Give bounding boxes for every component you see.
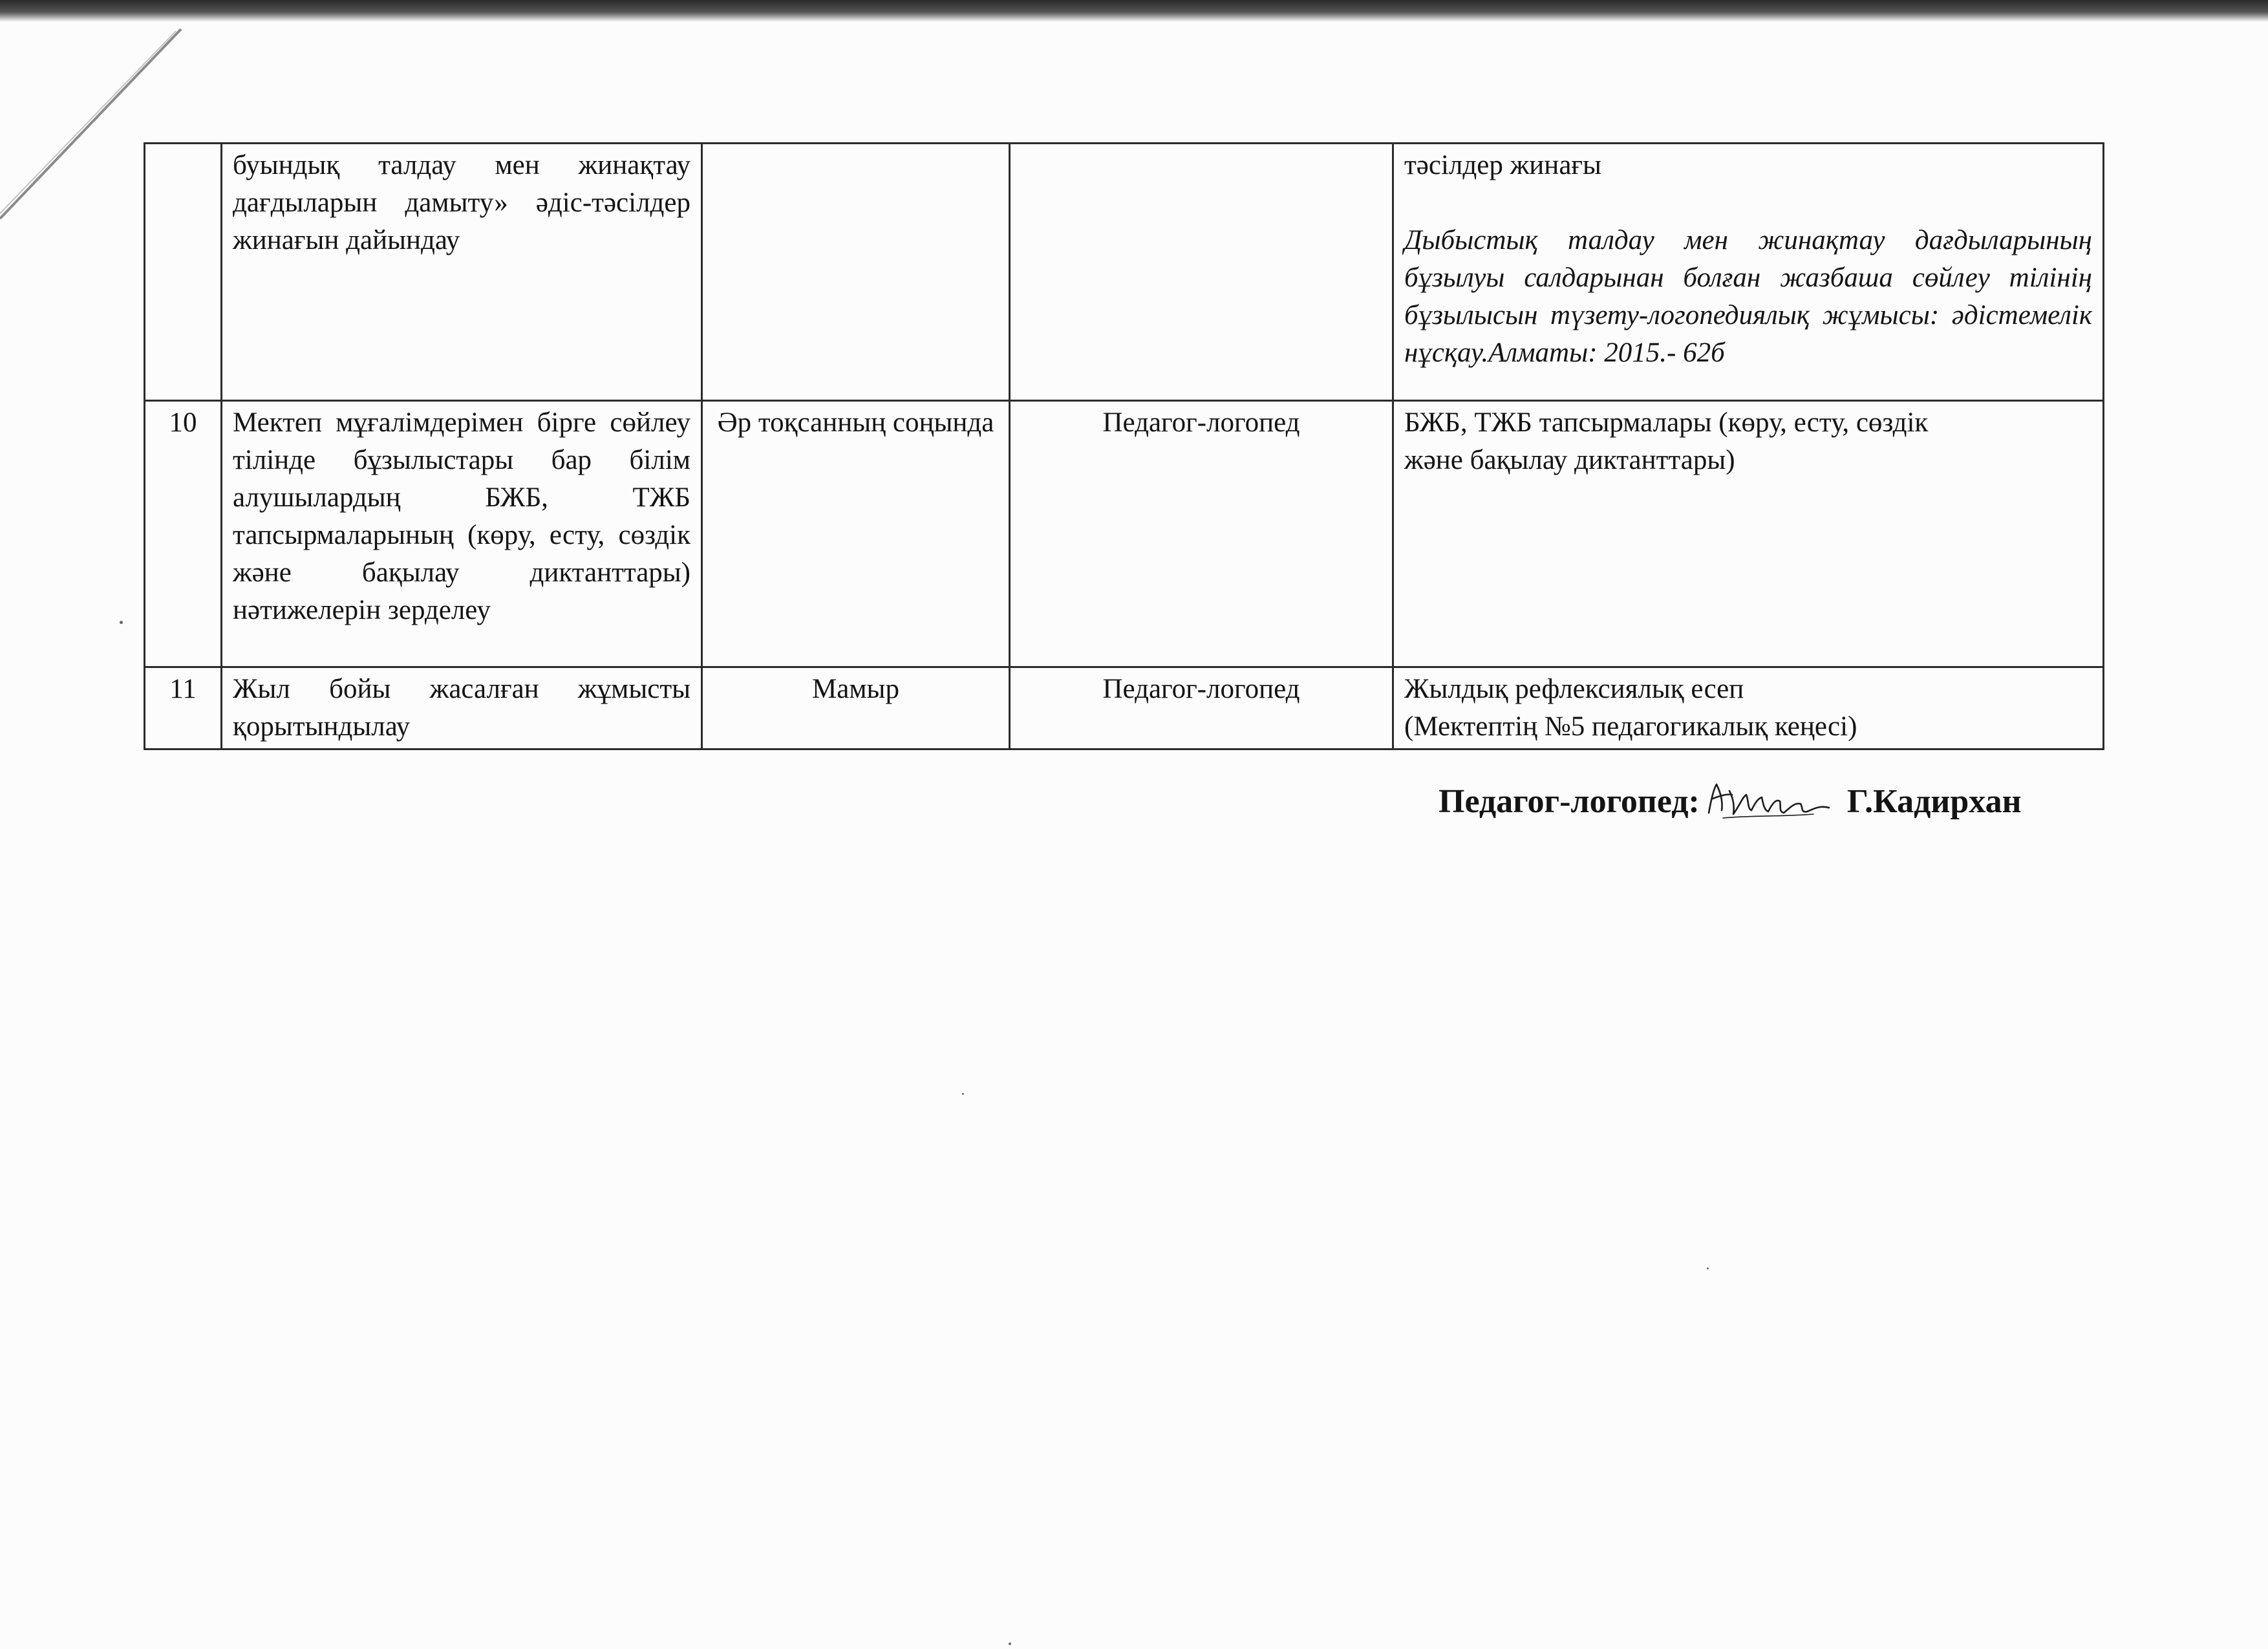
activity-cell: Мектеп мұғалімдерімен бірге сөйлеу тілінде бұзылыстары бар білім алушылардың БЖБ, ТЖБ тапсырмаларының (көру, есту, сөздік және бақылау диктанттары) нәтижелерін зерделеу (222, 401, 702, 667)
scan-speck (962, 1093, 964, 1095)
table-row (145, 144, 2104, 401)
responsible-cell: Педагог-логопед (1010, 401, 1393, 667)
result-line: БЖБ, ТЖБ тапсырмалары (көру, есту, сөздік (1404, 407, 1929, 438)
signature-role: Педагог-логопед: (1439, 783, 1700, 820)
scan-top-shadow (0, 0, 2268, 22)
signature-name: Г.Кадирхан (1846, 783, 2022, 820)
row-number-cell (145, 144, 222, 401)
result-cell (1393, 144, 2104, 401)
timing-cell: Әр тоқсанның соңында (702, 401, 1010, 667)
table-row (145, 401, 2104, 667)
timing-cell (702, 144, 1010, 401)
result-reference: Дыбыстық талдау мен жинақтау дағдыларының бұзылуы салдарынан болған жазбаша сөйлеу тілінің бұзылысын түзету-логопедиялық жұмысы: әдістемелік нұсқау.Алматы: 2015.- 62б (1404, 225, 2092, 368)
result-line: (Мектептің №5 педагогикалық кеңесі) (1404, 711, 1857, 742)
scan-speck (1009, 1643, 1011, 1645)
result-text: тәсілдер жинағы (1404, 150, 1601, 180)
work-plan-table (144, 142, 2104, 750)
handwritten-signature-icon (1704, 779, 1833, 824)
row-number-cell: 11 (145, 667, 222, 749)
result-cell (1393, 401, 2104, 667)
table-row (145, 667, 2104, 749)
responsible-cell: Педагог-логопед (1010, 667, 1393, 749)
result-line: және бақылау диктанттары) (1404, 445, 1735, 475)
activity-cell: буындық талдау мен жинақтау дағдыларын дамыту» әдіс-тәсілдер жинағын дайындау (222, 144, 702, 401)
responsible-cell (1010, 144, 1393, 401)
result-cell (1393, 667, 2104, 749)
activity-cell: Жыл бойы жасалған жұмысты қорытындылау (222, 667, 702, 749)
scan-speck (120, 621, 123, 624)
row-number-cell: 10 (145, 401, 222, 667)
result-line: Жылдық рефлексиялық есеп (1404, 674, 1744, 704)
signature-block (1439, 779, 2022, 824)
scan-speck (1707, 1267, 1709, 1269)
timing-cell: Мамыр (702, 667, 1010, 749)
